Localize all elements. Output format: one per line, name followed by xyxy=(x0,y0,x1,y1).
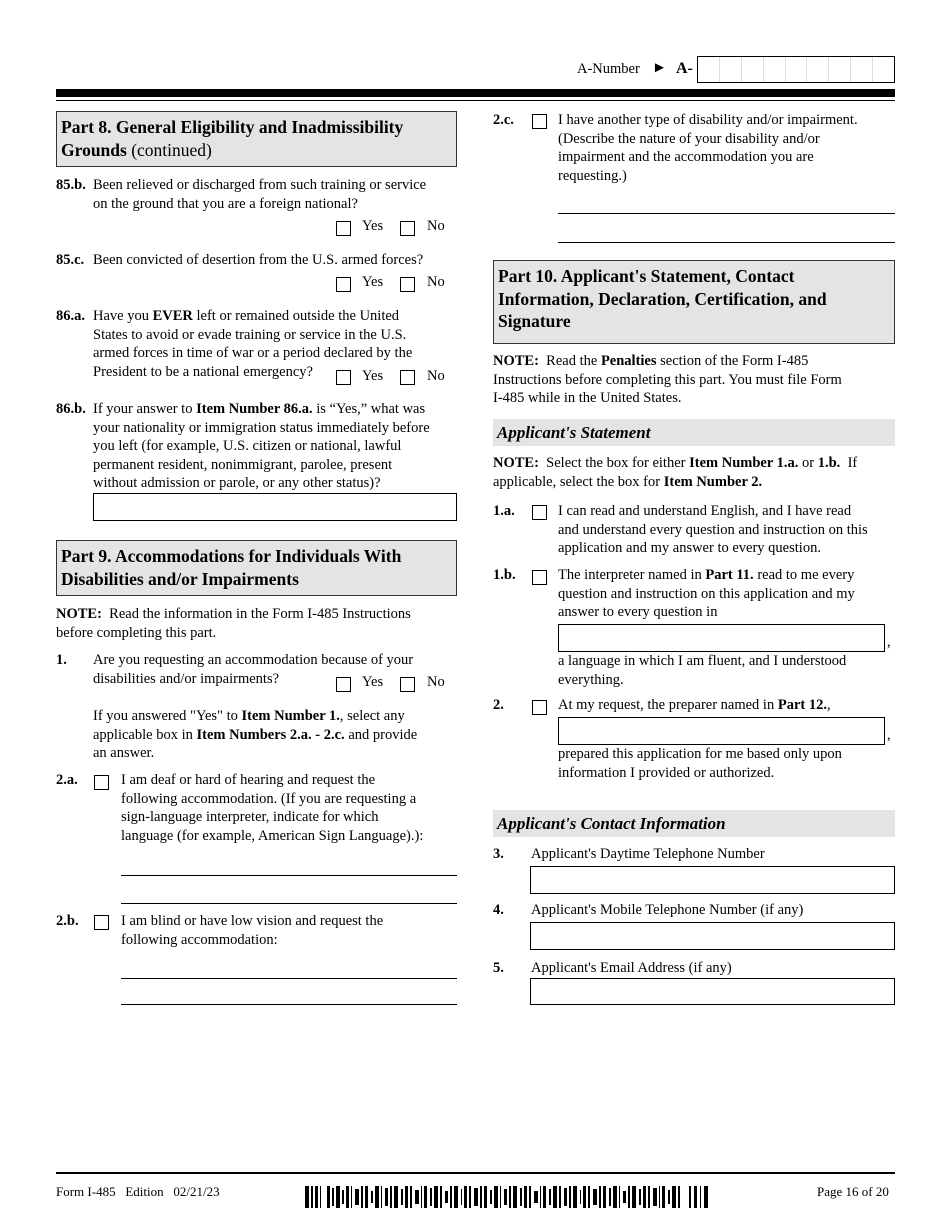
p10q1b-l1a: The interpreter named in xyxy=(558,567,706,583)
question-85b xyxy=(56,176,456,213)
p10q1b-comma: , xyxy=(887,634,891,650)
p10q2-l1b: Part 12. xyxy=(777,697,827,713)
q86a-l1a: Have you xyxy=(93,308,153,324)
p9q1-yes-checkbox[interactable] xyxy=(336,677,351,692)
q86b-l1a: If your answer to xyxy=(93,401,197,417)
p10q4-label: Applicant's Mobile Telephone Number (if any) xyxy=(531,902,804,918)
q86a-no-label: No xyxy=(427,368,445,384)
p9q2a-num: 2.a. xyxy=(56,772,78,788)
arrow-icon: ► xyxy=(652,60,667,76)
p9q1-num: 1. xyxy=(56,652,67,668)
p10q2-preparer-input[interactable] xyxy=(558,717,885,745)
p9f-l2a: applicable box in xyxy=(93,726,197,743)
p9q2b-line2: following accommodation: xyxy=(121,931,278,948)
p10q1a-line3: application and my answer to every question. xyxy=(558,540,821,556)
p9q2c-answer-line1[interactable] xyxy=(558,213,895,214)
part9-question-2c xyxy=(493,111,895,185)
p9q2a-line4: language (for example, American Sign Language).): xyxy=(121,827,424,844)
p10q1b-num: 1.b. xyxy=(493,567,516,583)
p9q2a-line1: I am deaf or hard of hearing and request the xyxy=(121,772,376,788)
p10q1b-line2: question and instruction on this application and my xyxy=(558,585,855,602)
p9q2c-answer-line2[interactable] xyxy=(558,242,895,243)
part10-title3: Signature xyxy=(498,311,571,331)
q85b-no-label: No xyxy=(427,218,445,234)
snote-l2b: Item Number 2. xyxy=(663,473,763,490)
p9q2b-line1: I am blind or have low vision and request the xyxy=(121,913,384,929)
p10q2-l1a: At my request, the preparer named in xyxy=(558,697,778,713)
p9q2b-num: 2.b. xyxy=(56,913,79,929)
a-number-label: A-Number xyxy=(577,61,640,77)
q85b-line2: on the ground that you are a foreign national? xyxy=(93,195,358,212)
q85c-yes-checkbox[interactable] xyxy=(336,277,351,292)
p10q1b-line3: answer to every question in xyxy=(558,604,718,620)
header-rule-thin xyxy=(56,100,895,101)
q86a-num: 86.a. xyxy=(56,308,85,324)
part9-note-label: NOTE: xyxy=(56,606,102,622)
q86a-l1b: EVER xyxy=(152,308,193,324)
part8-title2: Grounds xyxy=(61,139,127,160)
p9q1-line2: disabilities and/or impairments? xyxy=(93,670,280,687)
part10-heading xyxy=(493,260,895,344)
applicant-contact-heading: Applicant's Contact Information xyxy=(493,810,895,837)
snote-l1c: or xyxy=(798,455,818,471)
part10-note xyxy=(493,352,895,408)
p10q1a-num: 1.a. xyxy=(493,503,515,519)
snote-l1e: If xyxy=(840,455,858,471)
p10-note-label: NOTE: xyxy=(493,353,539,369)
q85c-no-label: No xyxy=(427,274,445,290)
p10q2-after1: prepared this application for me based only upon xyxy=(558,746,842,762)
p9f-l2b: Item Numbers 2.a. - 2.c. xyxy=(196,726,345,743)
p10q2-l1c: , xyxy=(826,697,831,713)
p9f-l2c: and provide xyxy=(344,726,418,743)
a-prefix: A- xyxy=(676,60,693,77)
question-85c xyxy=(56,251,456,270)
part9-heading xyxy=(56,540,457,596)
q85b-no-checkbox[interactable] xyxy=(400,221,415,236)
applicant-statement-heading: Applicant's Statement xyxy=(493,419,895,446)
part8-heading xyxy=(56,111,457,167)
p9q2b-checkbox[interactable] xyxy=(94,915,109,930)
p9q1-follow xyxy=(93,707,463,763)
p10q1b-l1b: Part 11. xyxy=(705,567,754,583)
p9q2c-line1: I have another type of disability and/or impairment. xyxy=(558,112,858,128)
statement-note xyxy=(493,454,895,491)
p9q1-line1: Are you requesting an accommodation because of your xyxy=(93,652,414,668)
part10-title1: Part 10. Applicant's Statement, Contact xyxy=(498,266,795,286)
q85c-no-checkbox[interactable] xyxy=(400,277,415,292)
snote-l1a: Select the box for either xyxy=(538,455,690,471)
q86a-l1c: left or remained outside the United xyxy=(192,308,400,324)
p9q2a-answer-line2[interactable] xyxy=(121,903,457,904)
p10q2-comma: , xyxy=(887,727,891,743)
p10q1b-after2: everything. xyxy=(558,671,624,688)
q85b-yes-checkbox[interactable] xyxy=(336,221,351,236)
snote-l1b: Item Number 1.a. xyxy=(689,455,799,471)
p10q5-num: 5. xyxy=(493,960,504,976)
p9q1-no-label: No xyxy=(427,674,445,690)
footer-page-number: Page 16 of 20 xyxy=(817,1184,889,1199)
snote-l1d: 1.b. xyxy=(817,455,841,471)
q86b-l1b: Item Number 86.a. xyxy=(196,401,313,417)
p10q1b-checkbox[interactable] xyxy=(532,570,547,585)
daytime-phone-input[interactable] xyxy=(530,866,895,894)
part9-note-l2: before completing this part. xyxy=(56,624,217,641)
q86b-line4: permanent resident, nonimmigrant, parolee, present xyxy=(93,456,393,473)
p9q1-yes-label: Yes xyxy=(362,674,384,690)
p10q2-num: 2. xyxy=(493,697,504,713)
p9q2b-answer-line2[interactable] xyxy=(121,1004,457,1005)
q85c-num: 85.c. xyxy=(56,252,85,268)
q85c-line1: Been convicted of desertion from the U.S. armed forces? xyxy=(93,252,424,268)
question-86a xyxy=(56,307,456,381)
q85b-line1: Been relieved or discharged from such training or service xyxy=(93,177,427,193)
p10q1b-language-input[interactable] xyxy=(558,624,885,652)
q85b-num: 85.b. xyxy=(56,177,86,193)
p9q2c-line3: impairment and the accommodation you are xyxy=(558,149,814,165)
barcode-icon xyxy=(305,1186,715,1208)
question-86b xyxy=(56,400,466,493)
part8-title: Part 8. General Eligibility and Inadmissibility xyxy=(61,117,404,137)
p9q2c-num: 2.c. xyxy=(493,112,514,128)
p10q2-after2: information I provided or authorized. xyxy=(558,764,775,781)
mobile-phone-input[interactable] xyxy=(530,922,895,950)
p9q2a-answer-line1[interactable] xyxy=(121,875,457,876)
part9-question-1 xyxy=(56,651,456,688)
part10-question-2 xyxy=(493,696,895,715)
p9q2c-line2: (Describe the nature of your disability and/or xyxy=(558,130,820,147)
p9q2a-checkbox[interactable] xyxy=(94,775,109,790)
q86a-yes-checkbox[interactable] xyxy=(336,370,351,385)
part10-title2: Information, Declaration, Certification, and xyxy=(498,288,827,309)
p10-note-l1b: Penalties xyxy=(600,353,657,369)
q86b-line2: your nationality or immigration status immediately before xyxy=(93,419,430,436)
part9-question-2b xyxy=(56,912,456,949)
q86a-yes-label: Yes xyxy=(362,368,384,384)
q86b-num: 86.b. xyxy=(56,401,86,417)
p9f-l1c: , select any xyxy=(339,708,405,724)
q86b-line3: you left (for example, U.S. citizen or national, lawful xyxy=(93,438,402,454)
q86b-line5: without admission or parole, or any other status)? xyxy=(93,475,381,491)
part10-question-1a xyxy=(493,502,895,558)
p9q2b-answer-line1[interactable] xyxy=(121,978,457,979)
q86a-no-checkbox[interactable] xyxy=(400,370,415,385)
p9f-l1a: If you answered "Yes" to xyxy=(93,708,242,724)
q85c-yes-label: Yes xyxy=(362,274,384,290)
part9-note-l1: Read the information in the Form I-485 Instructions xyxy=(101,606,411,622)
a-number-input[interactable] xyxy=(697,56,895,83)
p10q3-num: 3. xyxy=(493,846,504,862)
snote-label: NOTE: xyxy=(493,455,539,471)
q85b-yes-label: Yes xyxy=(362,218,384,234)
email-input[interactable] xyxy=(530,978,895,1005)
part9-question-2a xyxy=(56,771,456,845)
snote-l2a: applicable, select the box for xyxy=(493,473,664,490)
p10q2-after xyxy=(558,745,898,782)
p9q2c-line4: requesting.) xyxy=(558,167,627,184)
q86a-line2: States to avoid or evade training or service in the U.S. xyxy=(93,326,407,343)
p10q1a-line1: I can read and understand English, and I have read xyxy=(558,503,852,519)
p10-note-l2: Instructions before completing this part. You must file Form xyxy=(493,371,842,388)
p10q5-label: Applicant's Email Address (if any) xyxy=(531,960,732,976)
p10q3-label: Applicant's Daytime Telephone Number xyxy=(531,846,765,862)
footer-form-edition: Form I-485 Edition 02/21/23 xyxy=(56,1184,220,1199)
part9-title1: Part 9. Accommodations for Individuals With xyxy=(61,546,402,566)
p10q1a-line2: and understand every question and instruction on this xyxy=(558,521,868,538)
p9q2a-line3: sign-language interpreter, indicate for which xyxy=(121,809,379,825)
p9q2c-checkbox[interactable] xyxy=(532,114,547,129)
q86a-line3: armed forces in time of war or a period declared by the xyxy=(93,345,413,361)
q86a-line4: President to be a national emergency? xyxy=(93,363,313,380)
p10q4-num: 4. xyxy=(493,902,504,918)
p10-note-l3: I-485 while in the United States. xyxy=(493,390,682,406)
p9f-l3: an answer. xyxy=(93,745,155,761)
p9q1-no-checkbox[interactable] xyxy=(400,677,415,692)
p10q1b-l1c: read to me every xyxy=(753,567,855,583)
q86b-l1c: is “Yes,” what was xyxy=(312,401,426,417)
header-rule-thick xyxy=(56,89,895,97)
q86b-input[interactable] xyxy=(93,493,457,521)
p10q1a-checkbox[interactable] xyxy=(532,505,547,520)
p10q1b-after xyxy=(558,652,898,689)
p10-note-l1c: section of the Form I-485 xyxy=(656,353,809,369)
footer-rule xyxy=(56,1172,895,1174)
p9q2a-line2: following accommodation. (If you are requesting a xyxy=(121,790,417,807)
p10-note-l1a: Read the xyxy=(538,353,601,369)
p10q1b-after1: a language in which I am fluent, and I understood xyxy=(558,653,847,669)
part9-note xyxy=(56,605,456,642)
part9-title2: Disabilities and/or Impairments xyxy=(61,568,299,589)
p10q2-checkbox[interactable] xyxy=(532,700,547,715)
part10-question-1b xyxy=(493,566,895,622)
p9f-l1b: Item Number 1. xyxy=(241,708,340,724)
part8-continued: (continued) xyxy=(131,139,212,160)
